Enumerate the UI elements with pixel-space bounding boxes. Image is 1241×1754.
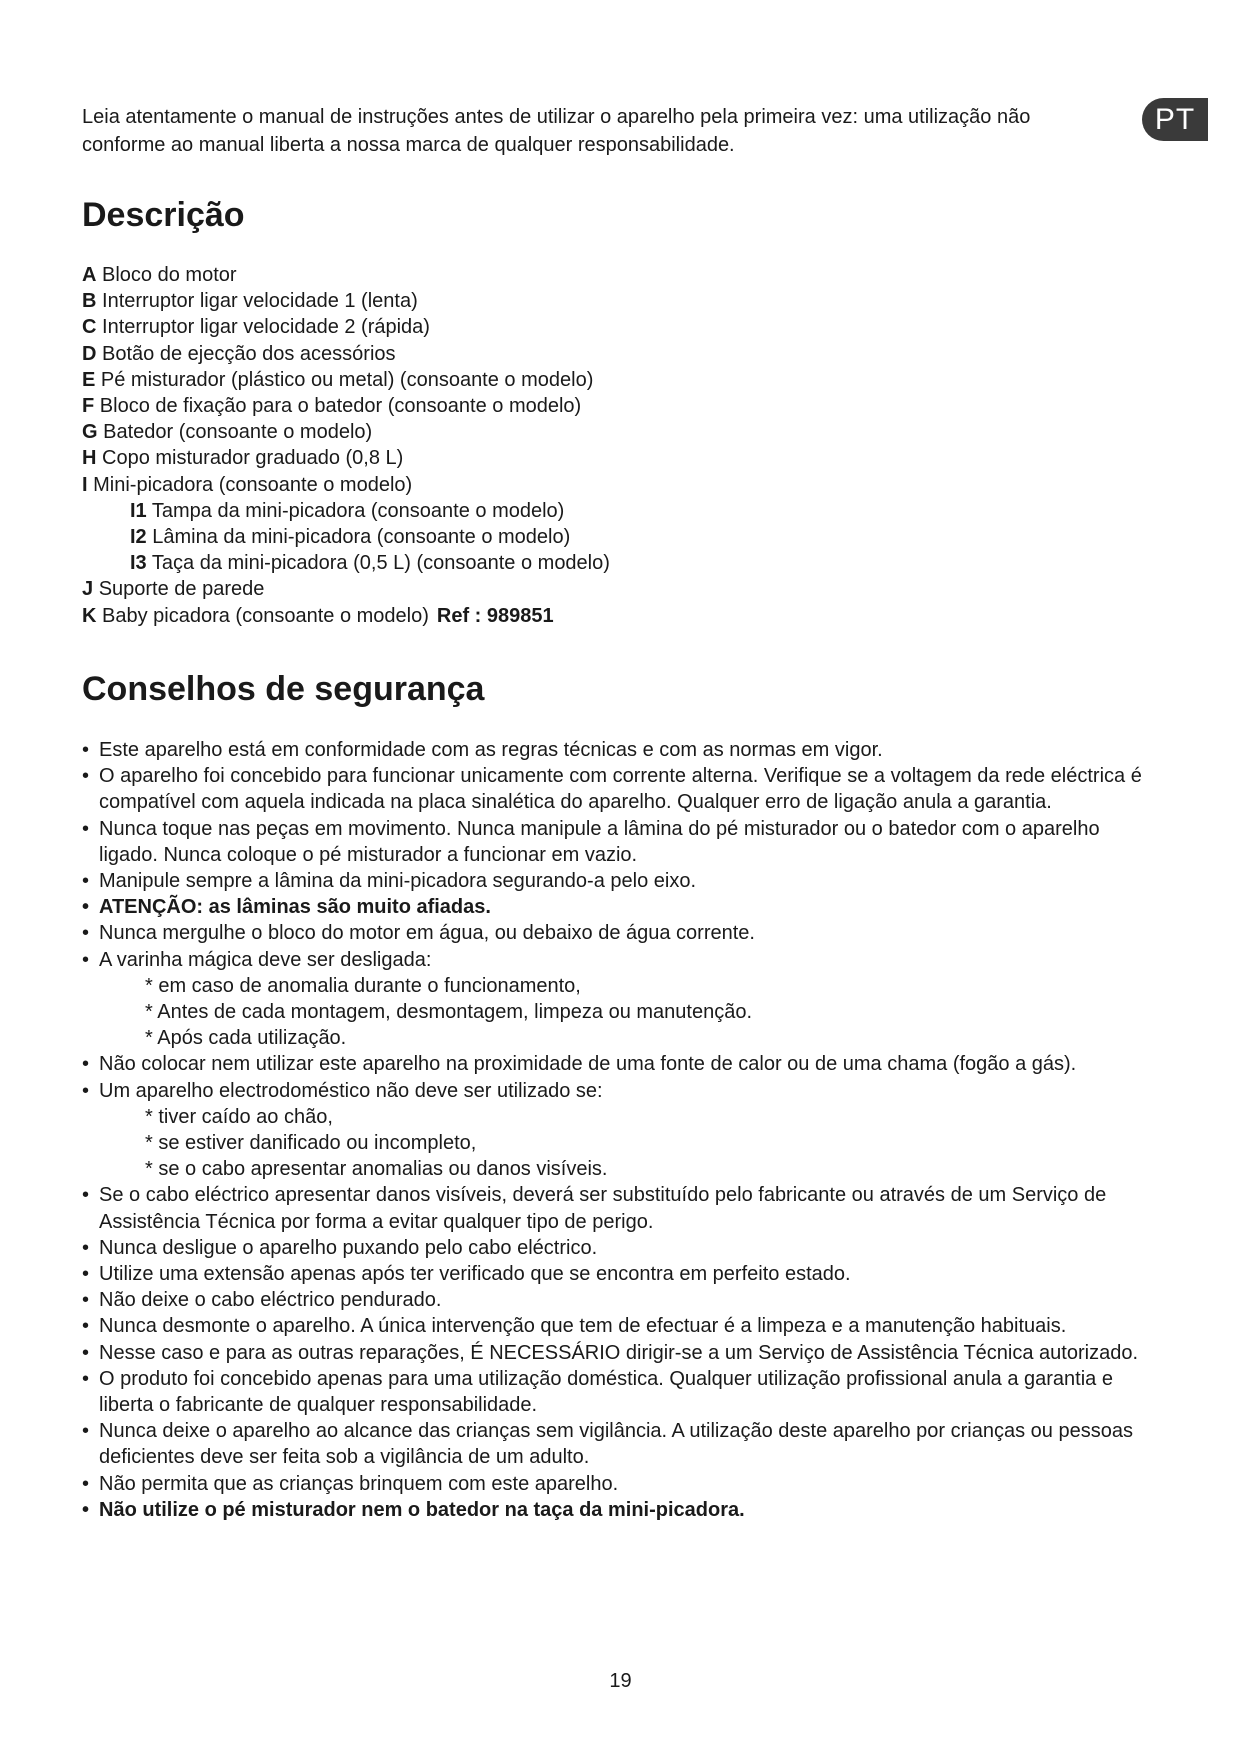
safety-warning: • ATENÇÃO: as lâminas são muito afiadas. [82,894,1164,920]
part-text: Bloco de fixação para o batedor (consoante o modelo) [99,395,582,418]
safety-item: • O produto foi concebido apenas para uma utilização doméstica. Qualquer utilização profissional anula a garantia e liberta o fabricante de qualquer responsabilidade. [82,1366,1164,1418]
safety-item: • Utilize uma extensão apenas após ter verificado que se encontra em perfeito estado. [82,1261,1164,1287]
part-item [82,367,1132,393]
safety-subitem: * Após cada utilização. [145,1027,347,1050]
safety-item: • Nunca mergulhe o bloco do motor em água, ou debaixo de água corrente. [82,920,1164,946]
safety-list [82,737,1164,1523]
part-subitem [82,498,1132,524]
part-item [82,393,1132,419]
part-text: Lâmina da mini-picadora (consoante o modelo) [152,526,571,549]
safety-item: • Nunca desligue o aparelho puxando pelo cabo eléctrico. [82,1235,1164,1261]
safety-subitem: * tiver caído ao chão, [145,1105,333,1128]
part-code: F [82,395,95,418]
safety-subitem: * em caso de anomalia durante o funcionamento, [145,974,581,997]
safety-subitem: * Antes de cada montagem, desmontagem, limpeza ou manutenção. [145,1001,753,1024]
part-code: E [82,368,96,391]
safety-subitem: * se estiver danificado ou incompleto, [145,1132,477,1155]
safety-item: • Não colocar nem utilizar este aparelho na proximidade de uma fonte de calor ou de uma chama (fogão a gás). [82,1051,1164,1077]
safety-item: • O aparelho foi concebido para funcionar unicamente com corrente alterna. Verifique se a voltagem da rede eléctrica é compatível com aquela indicada na placa sinalética do aparelho. Qualquer erro de ligação anula a garantia. [82,763,1164,815]
part-code: D [82,342,97,365]
part-text: Tampa da mini-picadora (consoante o modelo) [151,499,565,522]
part-item [82,445,1132,471]
part-reference: Ref : 989851 [436,604,554,627]
safety-warning: • Não utilize o pé misturador nem o batedor na taça da mini-picadora. [82,1497,1164,1523]
safety-item: • Nesse caso e para as outras reparações, É NECESSÁRIO dirigir-se a um Serviço de Assistência Técnica autorizado. [82,1340,1164,1366]
part-text: Mini-picadora (consoante o modelo) [93,473,413,496]
part-item [82,314,1132,340]
part-text: Pé misturador (plástico ou metal) (consoante o modelo) [100,368,594,391]
part-item [82,262,1132,288]
page-number: 19 [609,1670,632,1692]
safety-item: • Nunca desmonte o aparelho. A única intervenção que tem de efectuar é a limpeza e a manutenção habituais. [82,1313,1164,1339]
part-code: J [82,578,94,601]
safety-subitem: * se o cabo apresentar anomalias ou danos visíveis. [145,1158,608,1181]
safety-item: • Um aparelho electrodoméstico não deve ser utilizado se: [82,1078,1164,1104]
safety-item: • Manipule sempre a lâmina da mini-picadora segurando-a pelo eixo. [82,868,1164,894]
part-code: I1 [130,499,147,522]
part-item [82,472,1132,498]
part-text: Bloco do motor [102,264,237,286]
description-heading: Descrição [82,196,245,234]
safety-item: • Nunca toque nas peças em movimento. Nunca manipule a lâmina do pé misturador ou o batedor com o aparelho ligado. Nunca coloque o pé misturador a funcionar em vazio. [82,816,1164,868]
safety-item: • Não deixe o cabo eléctrico pendurado. [82,1287,1164,1313]
part-text: Botão de ejecção dos acessórios [102,342,396,365]
part-code: A [82,264,97,286]
part-item [82,576,1132,602]
part-code: K [82,604,97,627]
part-text: Taça da mini-picadora (0,5 L) (consoante o modelo) [151,552,610,575]
part-code: B [82,290,97,313]
safety-item: • A varinha mágica deve ser desligada: [82,947,1164,973]
part-text: Interruptor ligar velocidade 2 (rápida) [102,316,430,339]
safety-item: • Não permita que as crianças brinquem com este aparelho. [82,1471,1164,1497]
part-code: G [82,421,98,444]
intro-paragraph: Leia atentamente o manual de instruções antes de utilizar o aparelho pela primeira vez: uma utilização não conforme ao manual liberta a nossa marca de qualquer responsabilidade. [82,106,1031,156]
part-subitem [82,524,1132,550]
part-item [82,288,1132,314]
safety-item: • Este aparelho está em conformidade com as regras técnicas e com as normas em vigor. [82,737,1164,763]
parts-list [82,262,1132,629]
safety-heading: Conselhos de segurança [82,670,485,708]
part-text: Copo misturador graduado (0,8 L) [102,447,404,470]
part-code: H [82,447,97,470]
part-text: Suporte de parede [98,578,265,601]
part-code: C [82,316,97,339]
part-item [82,603,1132,629]
safety-item: • Nunca deixe o aparelho ao alcance das crianças sem vigilância. A utilização deste aparelho por crianças ou pessoas deficientes deve ser feita sob a vigilância de um adulto. [82,1418,1164,1470]
part-item [82,341,1132,367]
part-subitem [82,550,1132,576]
language-badge: PT [1142,98,1208,141]
part-text: Interruptor ligar velocidade 1 (lenta) [102,290,418,313]
part-item [82,419,1132,445]
part-code: I [82,473,88,496]
part-text: Baby picadora (consoante o modelo) [102,604,429,627]
safety-item: • Se o cabo eléctrico apresentar danos visíveis, deverá ser substituído pelo fabricante ou através de um Serviço de Assistência Técnica por forma a evitar qualquer tipo de perigo. [82,1182,1164,1234]
part-text: Batedor (consoante o modelo) [103,421,373,444]
part-code: I3 [130,552,147,575]
part-code: I2 [130,526,147,549]
